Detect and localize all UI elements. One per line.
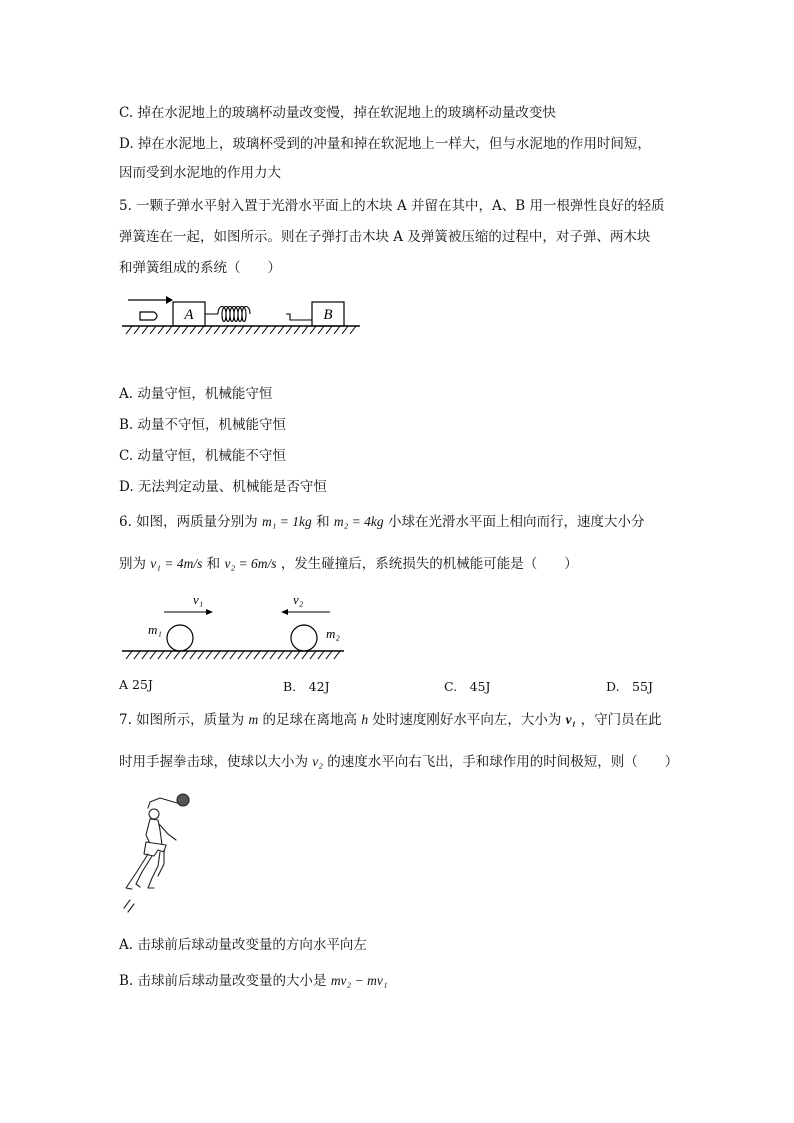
q6-v2-equation: v₂ = 6m/s <box>224 556 277 571</box>
ball-m1 <box>167 625 193 651</box>
q7-height-symbol: h <box>361 712 369 727</box>
q7-text-b: 的足球在离地高 <box>262 712 358 728</box>
q7-option-b-expression: mv₂ − mv₁ <box>330 973 388 988</box>
spring <box>205 307 312 322</box>
q6-option-a: A 25J <box>119 677 153 692</box>
q6-text-d: 别为 <box>119 556 146 572</box>
v1-arrow <box>164 609 213 615</box>
q7-stem-line1 <box>119 710 662 730</box>
m2-label: m₂ <box>326 626 340 641</box>
q7-v1-symbol: v₁ <box>565 712 577 727</box>
ball-m2 <box>291 625 317 651</box>
q7-v2-symbol: v₂ <box>312 754 323 769</box>
q7-stem-line2 <box>119 752 678 772</box>
q4-option-d-line2: 因而受到水泥地的作用力大 <box>119 165 281 181</box>
q4-option-c: C. 掉在水泥地上的玻璃杯动量改变慢，掉在软泥地上的玻璃杯动量改变快 <box>119 105 556 121</box>
q6-text-e: 和 <box>206 556 221 572</box>
q5-stem-line1: 5. 一颗子弹水平射入置于光滑水平面上的木块 A 并留在其中，A、B 用一根弹性良好的轻质 <box>119 198 665 214</box>
q5-option-c: C. 动量守恒，机械能不守恒 <box>119 448 286 464</box>
q7-option-b-text: B. 击球前后球动量改变量的大小是 <box>119 973 327 989</box>
q7-mass-symbol: m <box>248 712 259 727</box>
q6-m2-equation: m₂ = 4kg <box>333 514 384 529</box>
ground-hatch <box>126 326 356 334</box>
v2-label: v₂ <box>293 592 304 607</box>
q5-bullet-block-spring-diagram <box>118 292 363 336</box>
q4-option-d-line1: D. 掉在水泥地上，玻璃杯受到的冲量和掉在软泥地上一样大，但与水泥地的作用时间短， <box>119 136 651 152</box>
q7-goalkeeper-illustration <box>118 790 223 920</box>
block-a-label: A <box>184 307 194 323</box>
q6-text-a: 6. 如图，两质量分别为 <box>119 514 258 530</box>
q6-m1-equation: m₁ = 1kg <box>261 514 312 529</box>
q5-option-d: D. 无法判定动量、机械能是否守恒 <box>119 479 327 495</box>
q6-stem-line2 <box>119 554 578 574</box>
bullet <box>140 312 157 320</box>
q6-text-c: 小球在光滑水平面上相向而行，速度大小分 <box>387 514 645 530</box>
q7-option-b <box>119 971 388 991</box>
q6-stem-line1 <box>119 512 644 532</box>
q7-text-e: 时用手握拳击球，使球以大小为 <box>119 754 308 770</box>
q7-text-d: ，守门员在此 <box>580 712 662 728</box>
m1-label: m₁ <box>148 622 162 637</box>
q7-text-f: 的速度水平向右飞出，手和球作用的时间极短，则（ ） <box>327 754 679 770</box>
q5-option-b: B. 动量不守恒，机械能守恒 <box>119 417 287 433</box>
bullet-velocity-arrow <box>128 296 173 304</box>
q6-option-b: B. 42J <box>283 679 330 694</box>
q6-option-d: D. 55J <box>606 679 653 694</box>
q7-text-c: 处时速度刚好水平向左，大小为 <box>372 712 562 728</box>
q6-option-c: C. 45J <box>444 679 491 694</box>
q6-v1-equation: v₁ = 4m/s <box>150 556 203 571</box>
block-b-label: B <box>323 307 333 323</box>
q5-stem-line3: 和弹簧组成的系统（ ） <box>119 260 281 276</box>
v2-arrow <box>281 609 330 615</box>
goalkeeper-arm <box>148 798 177 808</box>
ground-hatch <box>126 651 340 659</box>
q7-text-a: 7. 如图所示，质量为 <box>119 712 245 728</box>
q7-option-a: A. 击球前后球动量改变量的方向水平向左 <box>119 937 367 953</box>
q6-two-balls-diagram <box>118 590 348 660</box>
football <box>177 794 189 806</box>
q6-text-b: 和 <box>316 514 330 530</box>
q6-text-f: ，发生碰撞后，系统损失的机械能可能是（ ） <box>280 556 578 572</box>
v1-label: v₁ <box>193 592 204 607</box>
q5-stem-line2: 弹簧连在一起，如图所示。则在子弹打击木块 A 及弹簧被压缩的过程中，对子弹、两木块 <box>119 229 651 245</box>
q5-option-a: A. 动量守恒，机械能守恒 <box>119 386 273 402</box>
